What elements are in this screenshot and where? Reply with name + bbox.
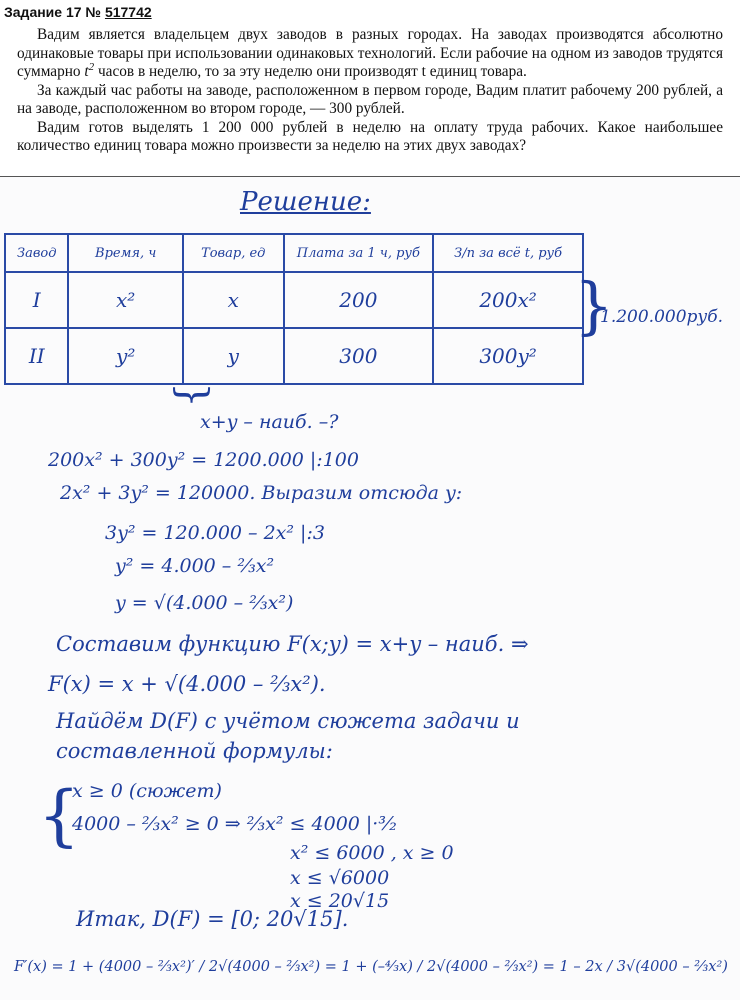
solution-line: x ≥ 0 (сюжет) (72, 780, 222, 802)
solution-line: Составим функцию F(x;y) = x+y – наиб. ⇒ (56, 632, 529, 656)
right-brace: } (574, 269, 614, 342)
table-cell: 200 (284, 272, 434, 328)
solution-line: 200x² + 300y² = 1200.000 |:100 (48, 449, 359, 471)
table-cell: x (183, 272, 284, 328)
table-cell: x² (68, 272, 182, 328)
task-number-link[interactable]: 517742 (104, 4, 152, 20)
table-row (5, 328, 583, 384)
table-cell: 300 (284, 328, 434, 384)
table-header: З/п за всё t, руб (433, 234, 583, 272)
table-header-row (5, 234, 583, 272)
solution-line: F(x) = x + √(4.000 – ⅔x²). (48, 672, 326, 696)
table-cell: 200x² (433, 272, 583, 328)
task-paragraph: Вадим готов выделять 1 200 000 рублей в неделю на оплату труда рабочих. Какое наибольшее количество единиц товара можно произвести за неделю на этих двух заводах? (17, 118, 723, 154)
solution-line: x ≤ 20√15 (290, 890, 390, 912)
t-squared: $t^2$ (84, 60, 95, 80)
task-title (4, 4, 152, 20)
table-header: Время, ч (68, 234, 182, 272)
system-brace: { (38, 777, 80, 854)
solution-line: y² = 4.000 – ⅔x² (115, 555, 275, 577)
solution-line: составленной формулы: (56, 739, 333, 763)
solution-line: 2x² + 3y² = 120000. Выразим отсюда y: (60, 482, 463, 504)
solution-table (4, 233, 584, 385)
solution-line: x ≤ √6000 (290, 867, 390, 889)
table-header: Плата за 1 ч, руб (284, 234, 434, 272)
derivative-line: F′(x) = 1 + (4000 – ⅔x²)′ / 2√(4000 – ⅔x²) = 1 + (–⁴⁄₃x) / 2√(4000 – ⅔x²) = 1 – 2x / 3√(4000 – ⅔x²) (14, 959, 728, 975)
solution-line: Найдём D(F) с учётом сюжета задачи и (56, 709, 520, 733)
task-paragraph: За каждый час работы на заводе, расположенном в первом городе, Вадим платит рабочему 200 рублей, а на заводе, расположенном во втором городе, — 300 рублей. (17, 81, 723, 117)
solution-line: 3y² = 120.000 – 2x² |:3 (105, 522, 325, 544)
table-cell: y² (68, 328, 182, 384)
budget-total: 1.200.000руб. (600, 307, 724, 327)
solution-line: 4000 – ⅔x² ≥ 0 ⇒ ⅔x² ≤ 4000 |·³⁄₂ (72, 813, 397, 835)
task-statement (0, 0, 740, 177)
table-row (5, 272, 583, 328)
task-title-prefix: Задание 17 № (4, 4, 102, 20)
table-cell: I (5, 272, 68, 328)
table-cell: y (183, 328, 284, 384)
solution-line: x² ≤ 6000 , x ≥ 0 (290, 842, 454, 864)
table-cell: II (5, 328, 68, 384)
task-paragraph: Вадим является владельцем двух заводов в разных городах. На заводах производятся абсолютно одинаковые товары при использовании одинаковых технологий. Если рабочие на одном из заводов трудятся суммарно $t^2$ часов в неделю, то за эту неделю они производят t единиц товара. (17, 26, 723, 80)
handwritten-solution (0, 177, 740, 1000)
task-text (17, 26, 723, 156)
solution-title: Решение: (240, 187, 371, 217)
solution-line: y = √(4.000 – ⅔x²) (115, 592, 294, 614)
solution-line: Итак, D(F) = [0; 20√15]. (76, 907, 349, 931)
under-brace: } (169, 382, 216, 408)
table-cell: 300y² (433, 328, 583, 384)
table-header: Товар, ед (183, 234, 284, 272)
table-header: Завод (5, 234, 68, 272)
objective-note: x+y – наиб. –? (200, 411, 339, 433)
